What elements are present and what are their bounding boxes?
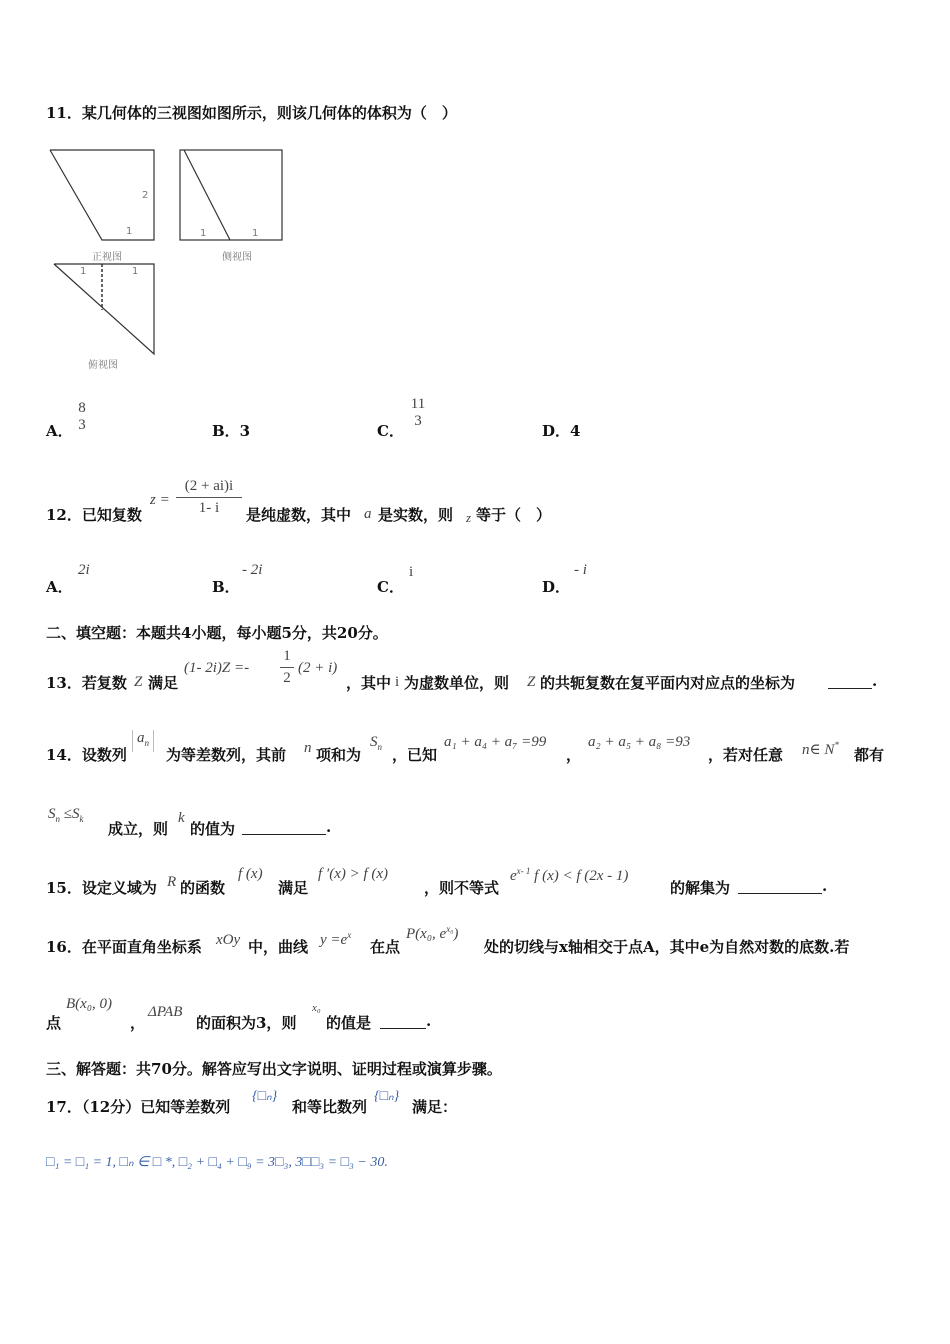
- q11-c-num: 11: [410, 396, 426, 412]
- q12-option-b-val: - 2i: [242, 562, 263, 578]
- q17-formula: □₁ = □₁ = 1, □ₙ ∈ □ *, □₂ + □₄ + □₉ = 3□₃, 3□□₃ = □₃ − 30.: [46, 1155, 388, 1170]
- q14-line2-mid: 成立，则: [108, 820, 169, 838]
- q14-comma: ，: [566, 746, 582, 764]
- q12-option-b: B．: [212, 578, 240, 596]
- q14-an-sub: n: [144, 738, 149, 748]
- q12-num: (2 + ai)i: [184, 478, 234, 494]
- q12-prefix: 12．已知复数: [46, 506, 142, 524]
- q16-mid: 中，曲线: [248, 938, 309, 956]
- q16-curve-base: y =e: [320, 932, 348, 948]
- q11-option-a: A．: [46, 422, 73, 440]
- q16-B: B(x₀, 0): [66, 996, 113, 1012]
- q11-c-den: 3: [414, 413, 422, 429]
- side-dim-b: 1: [252, 228, 259, 239]
- q17-seq1: {□ₙ}: [252, 1089, 278, 1104]
- q14-eq2: a₂ + a₅ + a₈ =93: [588, 734, 691, 750]
- q15-mid3: ，则不等式: [424, 879, 500, 897]
- front-dim-h: 2: [142, 190, 149, 201]
- q13-mid2: ，其中: [346, 674, 392, 692]
- q12-mid2: 是实数，则: [378, 506, 454, 524]
- front-dim-w: 1: [126, 226, 133, 237]
- q14-cond-base: n∈ N: [802, 742, 835, 758]
- q16-mid2: 在点: [370, 938, 401, 956]
- front-view-label: 正视图: [92, 252, 122, 263]
- q13-mid3: 为虚数单位，则: [404, 674, 510, 692]
- q16-line2-mid: 的面积为3，则: [196, 1014, 297, 1032]
- q13-answer-blank[interactable]: [828, 672, 872, 689]
- q14-Sn-sub: n: [377, 742, 382, 752]
- q16-P-end: ): [453, 926, 459, 942]
- q16-P: [406, 924, 458, 943]
- q11-option-d: D．4: [542, 422, 581, 440]
- q12-a: a: [364, 506, 372, 522]
- q14-cond-sup: *: [834, 740, 839, 750]
- q14-mid3: ，已知: [392, 746, 438, 764]
- q16-x0: x₀: [312, 1002, 321, 1014]
- q12-fraction: [176, 478, 242, 517]
- q13-Z: Z: [134, 674, 143, 690]
- top-view-label: 俯视图: [88, 360, 118, 371]
- q14-suffix: 都有: [854, 746, 885, 764]
- q14-mid: 为等差数列，其前: [166, 746, 287, 764]
- q12-option-c: C．: [377, 578, 404, 596]
- q16-P-base: P(x₀, e: [406, 926, 447, 942]
- q14-l2-S: S: [48, 806, 56, 822]
- q14-line2-eq: [48, 806, 83, 824]
- q12-option-c-val: i: [409, 564, 414, 580]
- q14-l2-sub2: k: [79, 814, 84, 824]
- q15-ineq2: [510, 866, 628, 885]
- q12-suffix: 等于（ ）: [476, 506, 552, 524]
- front-view: [50, 150, 154, 240]
- q14-sequence: [132, 730, 154, 752]
- q11-option-a-fraction: [74, 400, 90, 434]
- q14-Sn: [370, 734, 382, 752]
- q14-eq1: a₁ + a₄ + a₇ =99: [444, 734, 547, 750]
- q15-mid: 的函数: [180, 879, 226, 897]
- q14-an: a: [137, 730, 145, 746]
- q14-k: k: [178, 810, 185, 826]
- q14-cond: [802, 740, 839, 759]
- side-dim-a: 1: [200, 228, 207, 239]
- q15-prefix: 15．设定义域为: [46, 879, 157, 897]
- q11-a-num: 8: [78, 400, 86, 416]
- q14-Sn-base: S: [370, 734, 378, 750]
- q15-fx: f (x): [238, 866, 263, 882]
- side-view-label: 侧视图: [222, 252, 252, 263]
- q14-line2-suffix: 的值为: [190, 820, 236, 838]
- q15-mid2: 满足: [278, 879, 309, 897]
- top-dim-a: 1: [80, 266, 87, 277]
- q16-prefix: 16．在平面直角坐标系: [46, 938, 202, 956]
- q11-option-b: B．3: [212, 422, 251, 440]
- q15-ineq2-rest: f (x) < f (2x - 1): [534, 868, 629, 884]
- q16-curve-sup: x: [347, 930, 352, 940]
- q13-mid: 满足: [148, 674, 179, 692]
- q14-n: n: [304, 740, 312, 756]
- q16-line2-suffix: 的值是: [326, 1014, 372, 1032]
- q16-tri: ΔPAB: [148, 1004, 183, 1020]
- q13-lhs: (1- 2i)Z =-: [184, 660, 250, 676]
- q16-suffix: 处的切线与x轴相交于点A，其中e为自然对数的底数.若: [484, 938, 850, 956]
- q15-e: e: [510, 868, 517, 884]
- q15-R: R: [167, 874, 177, 890]
- q11-option-c-fraction: [406, 396, 430, 430]
- q14-answer-blank[interactable]: [242, 818, 326, 835]
- q13-fraction: [280, 648, 294, 687]
- q11-title: 11．某几何体的三视图如图所示，则该几何体的体积为（ ）: [46, 104, 457, 122]
- q14-l2-le: ≤S: [60, 806, 80, 822]
- q14-mid2: 项和为: [316, 746, 362, 764]
- q12-z2: z: [466, 510, 472, 525]
- q12-mid: 是纯虚数，其中: [246, 506, 352, 524]
- q13-i: i: [395, 674, 400, 690]
- q14-prefix: 14．设数列: [46, 746, 127, 764]
- q12-den: 1- i: [198, 500, 220, 516]
- q17-mid: 和等比数列: [292, 1098, 368, 1116]
- q16-curve: [320, 930, 351, 949]
- q12-z: z =: [150, 492, 170, 508]
- q15-e-sup: x- 1: [516, 866, 531, 876]
- q13-rhs: (2 + i): [298, 660, 338, 676]
- q12-option-d: D．: [542, 578, 571, 596]
- q12-option-a: A．: [46, 578, 73, 596]
- three-views-figure: [44, 140, 294, 375]
- q13-num: 1: [283, 648, 291, 664]
- q13-Z2: Z: [527, 674, 536, 690]
- q15-suffix: 的解集为: [670, 879, 731, 897]
- q16-line2-prefix: 点: [46, 1014, 62, 1032]
- q15-answer-blank[interactable]: [738, 877, 822, 894]
- q12-option-d-val: - i: [574, 562, 587, 578]
- q16-xOy: xOy: [216, 932, 241, 948]
- q15-ineq: f ′(x) > f (x): [318, 866, 389, 882]
- q16-P-sup: x₀: [446, 924, 454, 934]
- q13-prefix: 13．若复数: [46, 674, 127, 692]
- q14-l2-sub1: n: [55, 814, 60, 824]
- section3-title: 三、解答题：共70分。解答应写出文字说明、证明过程或演算步骤。: [46, 1060, 502, 1078]
- q17-prefix: 17．（12分）已知等差数列: [46, 1098, 231, 1116]
- top-view: [54, 264, 154, 354]
- q16-line2-comma: ，: [130, 1014, 146, 1032]
- section2-title: 二、填空题：本题共4小题，每小题5分，共20分。: [46, 624, 388, 642]
- q11-a-den: 3: [78, 417, 86, 433]
- q17-suffix: 满足：: [412, 1098, 458, 1116]
- top-dim-b: 1: [132, 266, 139, 277]
- q11-option-c: C．: [377, 422, 404, 440]
- q17-seq2: {□ₙ}: [374, 1089, 400, 1104]
- q14-mid4: ，若对任意: [708, 746, 784, 764]
- q12-option-a-val: 2i: [78, 562, 90, 578]
- q13-suffix: 的共轭复数在复平面内对应点的坐标为: [540, 674, 796, 692]
- side-view: [180, 150, 282, 240]
- q13-den: 2: [283, 670, 291, 686]
- q16-answer-blank[interactable]: [380, 1012, 426, 1029]
